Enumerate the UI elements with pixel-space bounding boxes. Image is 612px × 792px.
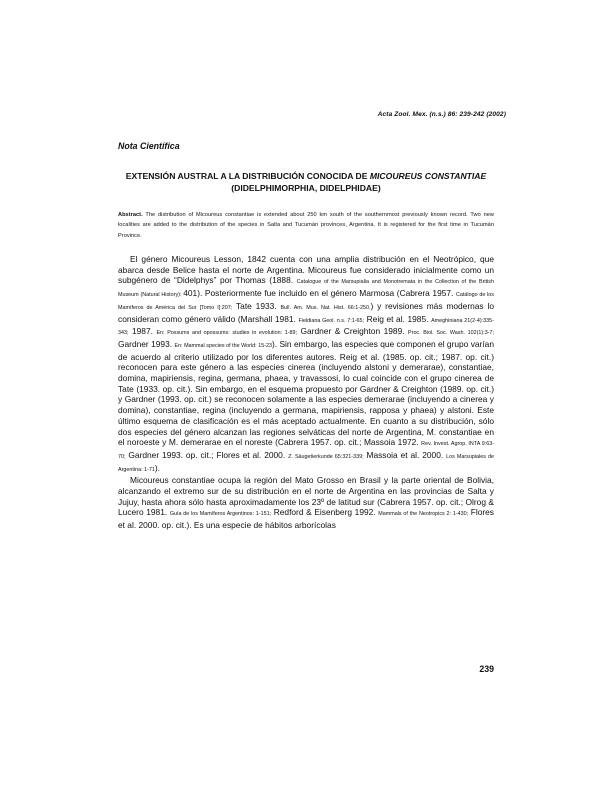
reference-segment: Rev. Invest. Agrop. INTA 9:63-70; <box>118 441 495 460</box>
text-segment: Reig et al. 1985. <box>364 313 432 324</box>
text-segment: ). Sin embargo, las especies que componen el grupo varían de acuerdo al criterio utilizado por los diferentes autores. Reig et al. (1985. op. cit.; 1987. op. cit.) reconocen para este género a las especies cinerea (incluyendo alstoni y demerarae), constantiae, domina, mapiriensis, regina, germana, phaea, y travassosi, lo cual coincide con el grupo cinerea de Tate (1933. op. cit.). Sin embargo, en el esquema propuesto por Gardner & Creighton (1989. op. cit.) y Gardner (1993. op. cit.) se reconocen solamente a las especies demerarae (incluyendo a cinerea y domina), constantiae, regina (incluyendo a germana, mapiriensis, rapposa y phaea) y alstoni. Este último esquema de clasificación es el más aceptado actualmente. En cuanto a su distribución, sólo dos especies del género alcanzan las regiones selváticas del norte de Argentina, M. constantiae en el noroeste y M. demerarae en el noreste (Cabrera 1957. op. cit.; Massoia 1972. <box>118 338 494 448</box>
reference-segment: Ameghiniana 21(2-4):335-343; <box>118 317 494 337</box>
text-segment: ). <box>154 462 160 473</box>
reference-segment: Catálogo de los Mamíferos de América del Sur [Tomo I]:207; <box>118 292 494 311</box>
journal-citation: Acta Zool. Mex. (n.s.) 86: 239-242 (2002) <box>377 111 506 118</box>
title-species-name: MICOUREUS CONSTANTIAE <box>369 171 487 181</box>
reference-segment: Los Marsupiales de Argentina: 1-71 <box>118 453 494 473</box>
text-segment: 1987. <box>128 326 157 337</box>
article-title <box>118 170 494 194</box>
reference-segment: Catalogue of the Marsupialia and Monotremata in the Collection of the British Museum (Natural History): <box>118 279 495 299</box>
text-segment: Gardner & Creighton 1989. <box>297 326 409 337</box>
text-segment: Massoia et al. 2000. <box>363 449 447 460</box>
text-segment: ) y revisiones más modernas lo consideran como género válido (Marshall 1981. <box>118 300 494 324</box>
text-segment: Flores et al. 2000. op. cit.). Es una especie de hábitos arborícolas <box>118 507 494 531</box>
reference-segment: Z. Säugetierkunde 65:321-339; <box>288 453 364 460</box>
abstract-text: The distribution of Micoureus constantiae is extended about 250 km south of the southernmost previously known record. Two new localities are added to the distribution of the species in Salta and Tucumán provinces, Argentina. It is registered for the first time in Tucumán Province. <box>118 212 494 239</box>
reference-segment: En: Mammal species of the World: 15-23 <box>174 342 272 349</box>
text-segment: Tate 1933. <box>232 300 281 311</box>
title-part-2: (DIDELPHIMORPHIA, DIDELPHIDAE) <box>231 183 381 193</box>
text-segment: Redford & Eisenberg 1992. <box>271 507 379 518</box>
text-segment: El género Micoureus Lesson, 1842 cuenta con una amplia distribución en el Neotrópico, que abarca desde Belice hasta el norte de Argentina. Micoureus fue considerado inicialmente como un subgénero de “Didelphys” por Thomas (1888. <box>118 254 494 286</box>
reference-segment: En: Possums and opossums: studies in evolution: 1-89; <box>156 330 298 337</box>
page-number: 239 <box>479 664 494 674</box>
text-segment: Micoureus constantiae ocupa la región del Mato Grosso en Brasil y la parte oriental de Bolivia, alcanzando el extremo sur de su distribución en el norte de Argentina en las provincias de Salta y Jujuy, hasta ahora sólo hasta aproximadamente los 23º de latitud sur (Cabrera 1957. op. cit.; Olrog & Lucero 1981. <box>118 475 494 518</box>
title-part-1: EXTENSIÓN AUSTRAL A LA DISTRIBUCIÓN CONOCIDA DE <box>125 171 370 181</box>
article-body <box>118 254 494 531</box>
text-segment: Gardner 1993. <box>118 338 175 349</box>
text-segment: 401). Posteriormente fue incluido en el género Marmosa (Cabrera 1957. <box>183 288 456 299</box>
reference-segment: Mammals of the Neotropics 2: 1-430; <box>378 511 469 518</box>
abstract <box>118 210 494 241</box>
section-label: Nota Científica <box>118 141 180 151</box>
reference-segment: Guía de los Mamíferos Argentinos: 1-151; <box>169 511 272 518</box>
paragraph-1 <box>118 254 494 475</box>
reference-segment: Proc. Biol. Soc. Wash. 102(1):3-7; <box>408 330 494 337</box>
paragraph-2 <box>118 475 494 531</box>
reference-segment: Bull. Am. Mus. Nat. Hist. 66:1-250. <box>280 304 371 311</box>
reference-segment: Fieldiana Geol. n.s. 7:1-65; <box>298 317 365 324</box>
text-segment: Gardner 1993. op. cit.; Flores et al. 2000. <box>125 449 289 460</box>
abstract-label: Abstract. <box>118 212 143 218</box>
